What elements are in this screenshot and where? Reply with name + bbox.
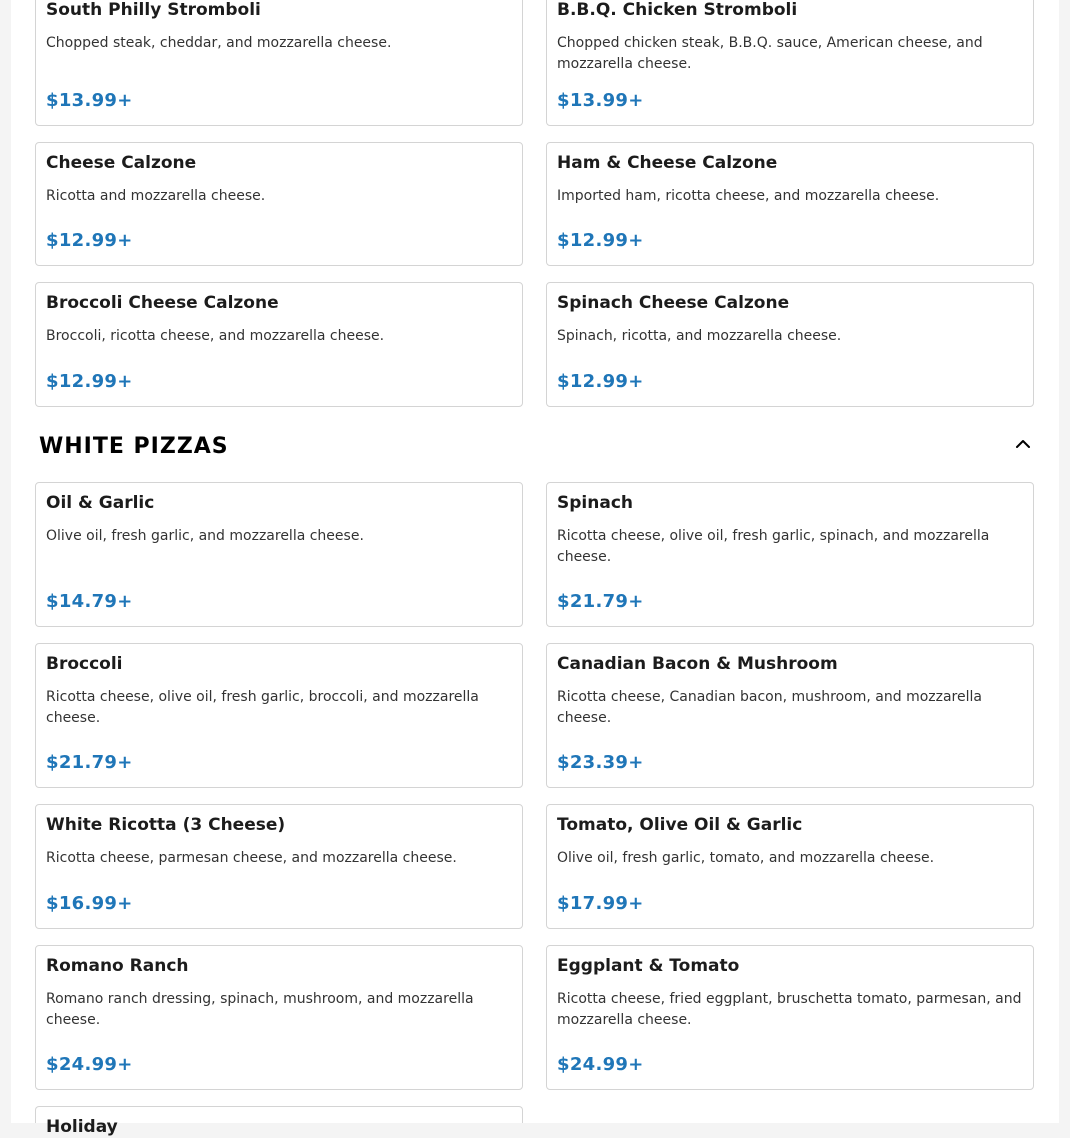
item-price: $24.99+ [557,1054,644,1075]
item-description: Chopped steak, cheddar, and mozzarella cheese. [46,35,392,51]
item-description: Broccoli, ricotta cheese, and mozzarella cheese. [46,328,385,344]
item-name: Holiday [46,1117,118,1137]
item-description: Romano ranch dressing, spinach, mushroom, and mozzarella cheese. [46,991,474,1028]
menu-item-card[interactable] [35,142,523,266]
item-name: Spinach [557,493,633,513]
item-name: Tomato, Olive Oil & Garlic [557,815,803,835]
menu-item-card[interactable] [546,482,1034,627]
menu-item-card[interactable] [546,804,1034,929]
item-name: B.B.Q. Chicken Stromboli [557,0,798,20]
item-name: Broccoli Cheese Calzone [46,293,279,313]
menu-item-card[interactable] [546,142,1034,266]
item-description: Spinach, ricotta, and mozzarella cheese. [557,328,842,344]
menu-item-card[interactable] [35,804,523,929]
menu-item-card[interactable] [35,1106,523,1137]
item-price: $13.99+ [46,90,133,111]
item-name: Broccoli [46,654,123,674]
item-price: $12.99+ [557,371,644,392]
item-description: Olive oil, fresh garlic, and mozzarella cheese. [46,528,364,544]
item-description: Ricotta cheese, olive oil, fresh garlic, broccoli, and mozzarella cheese. [46,689,479,726]
section-title: WHITE PIZZAS [39,434,229,459]
item-price: $16.99+ [46,893,133,914]
item-description: Ricotta cheese, olive oil, fresh garlic, spinach, and mozzarella cheese. [557,528,990,565]
section-header-white-pizzas[interactable] [35,430,1035,466]
item-price: $14.79+ [46,591,133,612]
menu-item-card[interactable] [546,282,1034,407]
item-price: $12.99+ [46,371,133,392]
item-description: Olive oil, fresh garlic, tomato, and mozzarella cheese. [557,850,935,866]
item-description: Ricotta cheese, parmesan cheese, and mozzarella cheese. [46,850,457,866]
item-price: $12.99+ [46,230,133,251]
item-name: Ham & Cheese Calzone [557,153,778,173]
item-price: $17.99+ [557,893,644,914]
menu-page [11,0,1059,1137]
menu-item-card[interactable] [35,643,523,788]
item-price: $21.79+ [46,752,133,773]
item-name: South Philly Stromboli [46,0,261,20]
item-price: $24.99+ [46,1054,133,1075]
menu-item-card[interactable] [35,945,523,1090]
menu-item-card[interactable] [546,0,1034,126]
item-name: Cheese Calzone [46,153,197,173]
item-name: Eggplant & Tomato [557,956,740,976]
menu-item-card[interactable] [35,282,523,407]
menu-item-card[interactable] [546,945,1034,1090]
item-price: $13.99+ [557,90,644,111]
item-name: Oil & Garlic [46,493,155,513]
menu-item-card[interactable] [35,482,523,627]
item-description: Chopped chicken steak, B.B.Q. sauce, American cheese, and mozzarella cheese. [557,35,983,72]
item-price: $12.99+ [557,230,644,251]
item-name: White Ricotta (3 Cheese) [46,815,286,835]
item-price: $23.39+ [557,752,644,773]
item-description: Ricotta cheese, fried eggplant, bruschetta tomato, parmesan, and mozzarella cheese. [557,991,1022,1028]
item-name: Canadian Bacon & Mushroom [557,654,838,674]
item-name: Romano Ranch [46,956,189,976]
item-description: Ricotta cheese, Canadian bacon, mushroom, and mozzarella cheese. [557,689,982,726]
item-description: Imported ham, ricotta cheese, and mozzarella cheese. [557,188,940,204]
menu-item-card[interactable] [546,643,1034,788]
item-price: $21.79+ [557,591,644,612]
item-name: Spinach Cheese Calzone [557,293,790,313]
chevron-up-icon[interactable] [1011,432,1035,456]
item-description: Ricotta and mozzarella cheese. [46,188,266,204]
menu-item-card[interactable] [35,0,523,126]
